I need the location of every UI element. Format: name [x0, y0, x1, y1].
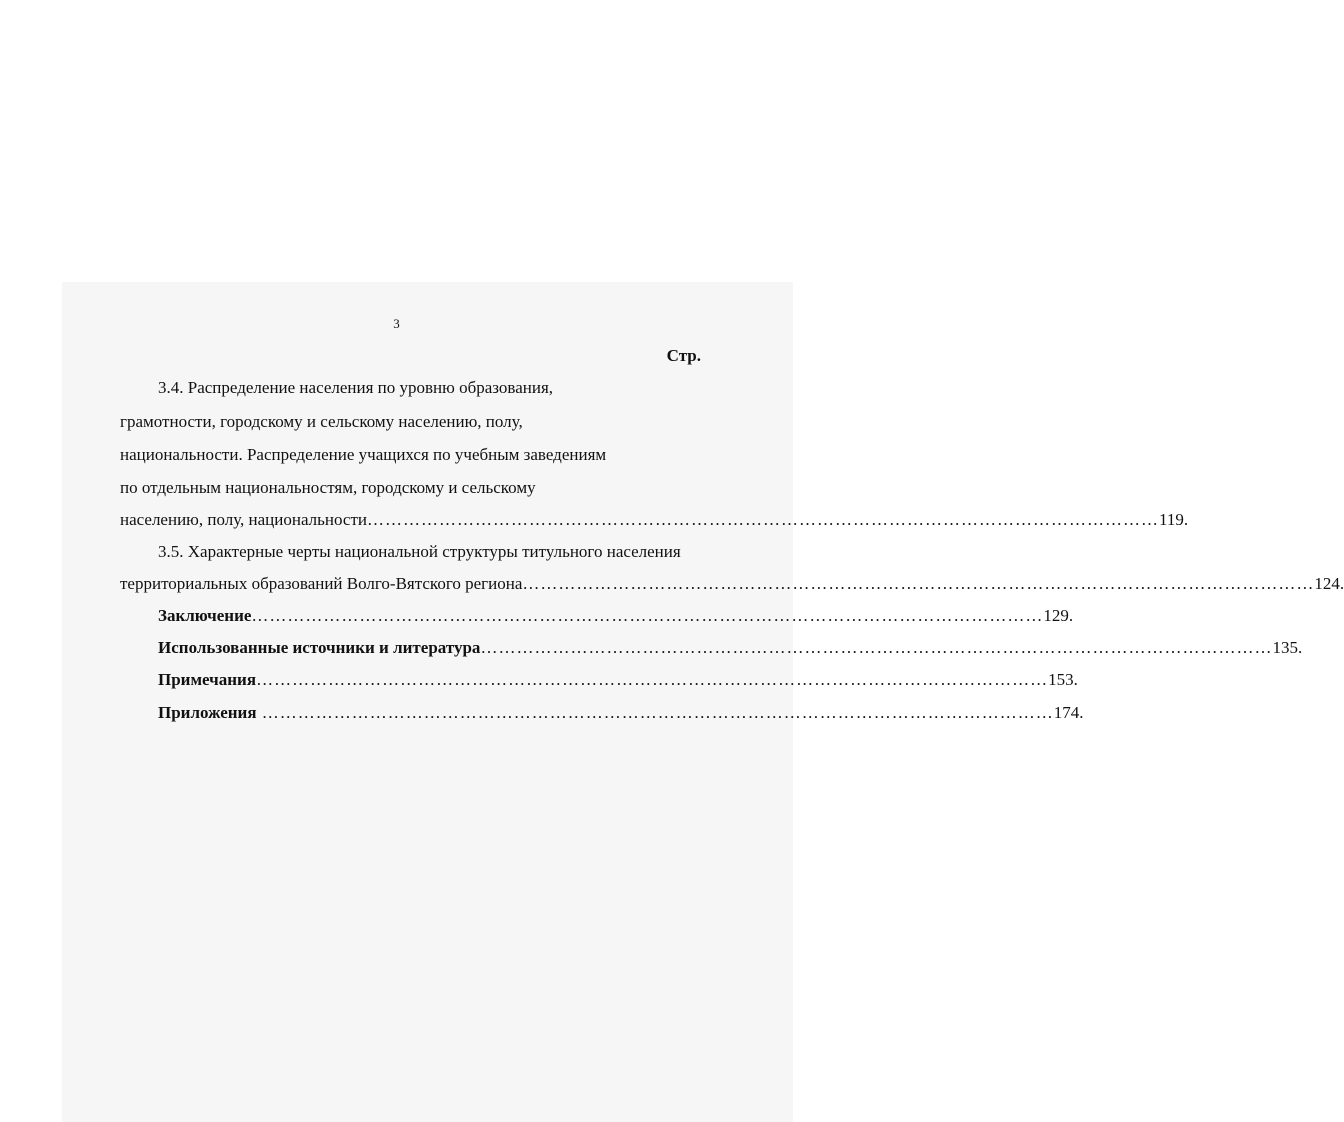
toc-entry-3-5-title-tail: территориальных образований Волго-Вятского региона	[120, 574, 523, 593]
toc-entry-notes[interactable]	[158, 670, 1078, 690]
toc-entry-3-4-line-2: грамотности, городскому и сельскому населению, полу,	[120, 412, 523, 431]
toc-entry-3-4-title-tail: населению, полу, национальности	[120, 510, 367, 529]
toc-entry-3-4-line-1: 3.4. Распределение населения по уровню образования,	[158, 378, 554, 397]
dot-leader: ……………………………………………………………………………………………………………………	[251, 606, 1044, 625]
scan-background	[62, 282, 793, 1122]
toc-entry-3-5-line-1: 3.5. Характерные черты национальной структуры титульного населения	[158, 542, 681, 561]
dot-leader: ……………………………………………………………………………………………………………………	[366, 510, 1159, 529]
toc-entry-conclusion[interactable]	[158, 606, 1074, 626]
toc-entry-3-5-last-line[interactable]	[120, 574, 1344, 594]
toc-entry-conclusion-title: Заключение	[158, 606, 252, 625]
toc-entry-appendices-page: 174.	[1053, 703, 1084, 722]
toc-entry-3-4-last-line[interactable]	[120, 510, 1189, 530]
dot-leader: ……………………………………………………………………………………………………………………	[480, 638, 1273, 657]
toc-entry-sources[interactable]	[158, 638, 1303, 658]
page-number: 3	[393, 316, 400, 331]
toc-entry-3-4-line-4: по отдельным национальностям, городскому и сельскому	[120, 478, 536, 497]
page-column-header: Стр.	[666, 346, 701, 365]
toc-entry-sources-title: Использованные источники и литература	[158, 638, 481, 657]
toc-entry-conclusion-page: 129.	[1043, 606, 1074, 625]
dot-leader: ……………………………………………………………………………………………………………………	[256, 703, 1054, 722]
dot-leader: ……………………………………………………………………………………………………………………	[522, 574, 1315, 593]
toc-entry-appendices[interactable]	[158, 703, 1084, 723]
toc-entry-notes-page: 153.	[1048, 670, 1078, 689]
toc-entry-3-4-line-3: национальности. Распределение учащихся по учебным заведениям	[120, 445, 607, 464]
toc-entry-notes-title: Примечания	[158, 670, 257, 689]
toc-entry-3-5-page: 124.	[1314, 574, 1344, 593]
toc-entry-appendices-title: Приложения	[158, 703, 257, 722]
toc-entry-3-4-page: 119.	[1158, 510, 1189, 529]
dot-leader: ……………………………………………………………………………………………………………………	[256, 670, 1049, 689]
toc-entry-sources-page: 135.	[1272, 638, 1303, 657]
